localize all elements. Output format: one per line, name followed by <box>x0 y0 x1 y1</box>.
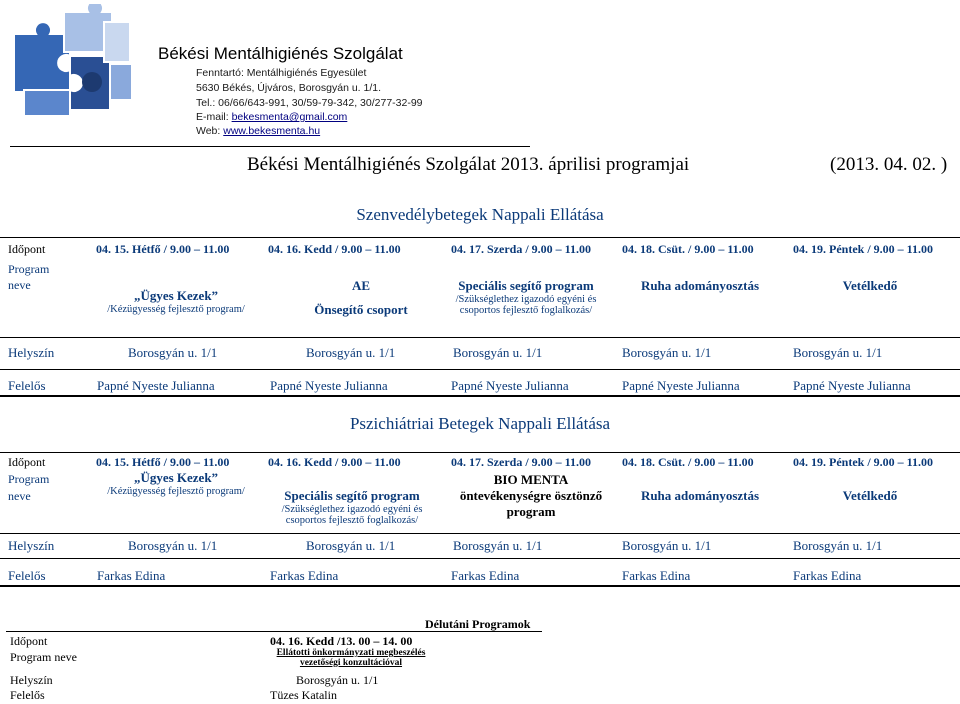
s2-program-2 <box>272 488 432 526</box>
s2-day-1: 04. 15. Hétfő / 9.00 – 11.00 <box>96 455 230 469</box>
s3-date: 04. 16. Kedd /13. 00 – 14. 00 <box>270 634 413 648</box>
s2-day-5: 04. 19. Péntek / 9.00 – 11.00 <box>793 455 933 469</box>
s1-program-3-sub1: /Szükséglethez igazodó egyéni és <box>455 294 597 305</box>
s1-label-idopont: Időpont <box>8 242 46 256</box>
s2-program-3-line3: program <box>506 504 556 519</box>
s2-label-helyszin: Helyszín <box>8 538 55 553</box>
s1-program-3-name: Speciális segítő program <box>458 278 594 293</box>
header-rule <box>10 146 530 147</box>
s2-label-program: Program <box>8 472 50 486</box>
s1-resp-1: Papné Nyeste Julianna <box>97 378 215 393</box>
section3-title: Délutáni Programok <box>425 617 531 631</box>
email-label: E-mail: <box>196 111 232 123</box>
s2-program-2-name: Speciális segítő program <box>284 488 420 503</box>
section3-rule-top <box>6 631 542 632</box>
s2-label-idopont: Időpont <box>8 455 46 469</box>
section2-rule-2 <box>0 533 960 534</box>
section2-rule-top <box>0 452 960 453</box>
s3-label-program-neve: Program neve <box>10 650 77 664</box>
org-name: Békési Mentálhigiénés Szolgálat <box>158 44 403 63</box>
s2-resp-5: Farkas Edina <box>793 568 862 583</box>
s1-program-5-name: Vetélkedő <box>842 278 898 293</box>
s3-label-felelos: Felelős <box>10 688 45 702</box>
s1-resp-4: Papné Nyeste Julianna <box>622 378 740 393</box>
section2-rule-bottom <box>0 585 960 587</box>
s1-program-3-sub2: csoportos fejlesztő foglalkozás/ <box>459 305 593 316</box>
s1-program-2 <box>286 278 436 318</box>
phone: Tel.: 06/66/643-991, 30/59-79-342, 30/277-32-99 <box>196 97 423 109</box>
s3-program <box>266 648 436 668</box>
s2-program-1-sub: /Kézügyesség fejlesztő program/ <box>107 486 245 497</box>
web-label: Web: <box>196 125 224 137</box>
s1-program-3 <box>446 278 606 316</box>
s3-label-idopont: Időpont <box>10 634 48 648</box>
s1-label-felelos: Felelős <box>8 378 46 393</box>
s1-day-1: 04. 15. Hétfő / 9.00 – 11.00 <box>96 242 230 256</box>
section1-rule-2 <box>0 337 960 338</box>
s1-program-2-name: AE <box>351 278 371 293</box>
s1-resp-5: Papné Nyeste Julianna <box>793 378 911 393</box>
s2-program-3-line2: öntevékenységre ösztönző <box>459 488 603 503</box>
s2-resp-1: Farkas Edina <box>97 568 166 583</box>
s3-location: Borosgyán u. 1/1 <box>296 673 379 687</box>
page-date: (2013. 04. 02. ) <box>830 154 948 175</box>
s3-responsible: Tüzes Katalin <box>270 688 337 702</box>
s2-label-felelos: Felelős <box>8 568 46 583</box>
s2-location-3: Borosgyán u. 1/1 <box>453 538 543 553</box>
s1-label-helyszin: Helyszín <box>8 345 55 360</box>
s1-location-4: Borosgyán u. 1/1 <box>622 345 712 360</box>
s2-resp-2: Farkas Edina <box>270 568 339 583</box>
s2-location-1: Borosgyán u. 1/1 <box>128 538 218 553</box>
s1-resp-3: Papné Nyeste Julianna <box>451 378 569 393</box>
s1-resp-2: Papné Nyeste Julianna <box>270 378 388 393</box>
email-line <box>196 111 347 123</box>
logo <box>4 4 144 122</box>
section1-rule-3 <box>0 369 960 370</box>
s2-program-2-sub2: csoportos fejlesztő foglalkozás/ <box>285 515 419 526</box>
s2-program-4-name: Ruha adományosztás <box>640 488 760 503</box>
s1-day-5: 04. 19. Péntek / 9.00 – 11.00 <box>793 242 933 256</box>
s2-day-4: 04. 18. Csüt. / 9.00 – 11.00 <box>622 455 754 469</box>
s2-location-5: Borosgyán u. 1/1 <box>793 538 883 553</box>
s1-label-program: Program <box>8 262 50 276</box>
s2-resp-4: Farkas Edina <box>622 568 691 583</box>
s1-program-4-name: Ruha adományosztás <box>640 278 760 293</box>
section1-title: Szenvedélybetegek Nappali Ellátása <box>356 205 604 224</box>
s2-day-3: 04. 17. Szerda / 9.00 – 11.00 <box>451 455 591 469</box>
s3-program-line1: Ellátotti önkormányzati megbeszélés <box>276 648 426 658</box>
s2-program-1-name: „Ügyes Kezek” <box>133 470 219 485</box>
web-link[interactable]: www.bekesmenta.hu <box>223 125 321 137</box>
s1-location-2: Borosgyán u. 1/1 <box>306 345 396 360</box>
s2-program-3 <box>446 472 616 520</box>
section1-rule-top <box>0 237 960 238</box>
s1-program-2-sub: Önsegítő csoport <box>314 302 408 317</box>
s2-label-neve: neve <box>8 489 31 503</box>
s1-location-1: Borosgyán u. 1/1 <box>128 345 218 360</box>
s2-program-3-line1: BIO MENTA <box>493 472 569 487</box>
s2-resp-3: Farkas Edina <box>451 568 520 583</box>
address: 5630 Békés, Újváros, Borosgyán u. 1/1. <box>196 82 382 94</box>
puzzle-logo-icon <box>4 4 144 122</box>
web-line <box>196 125 320 137</box>
maintainer: Fenntartó: Mentálhigiénés Egyesület <box>196 67 367 79</box>
s2-program-2-sub1: /Szükséglethez igazodó egyéni és <box>281 504 423 515</box>
s2-day-2: 04. 16. Kedd / 9.00 – 11.00 <box>268 455 401 469</box>
s1-program-1 <box>96 288 256 315</box>
s1-location-5: Borosgyán u. 1/1 <box>793 345 883 360</box>
email-link[interactable]: bekesmenta@gmail.com <box>231 111 348 123</box>
s2-program-1 <box>96 470 256 497</box>
s3-program-line2: vezetőségi konzultációval <box>299 658 403 668</box>
page-title: Békési Mentálhigiénés Szolgálat 2013. áprilisi programjai <box>247 154 690 175</box>
s2-location-4: Borosgyán u. 1/1 <box>622 538 712 553</box>
section2-title: Pszichiátriai Betegek Nappali Ellátása <box>349 414 611 433</box>
s1-label-neve: neve <box>8 278 31 292</box>
section1-rule-bottom <box>0 395 960 397</box>
s2-program-5-name: Vetélkedő <box>842 488 898 503</box>
s2-location-2: Borosgyán u. 1/1 <box>306 538 396 553</box>
s1-location-3: Borosgyán u. 1/1 <box>453 345 543 360</box>
s1-day-4: 04. 18. Csüt. / 9.00 – 11.00 <box>622 242 754 256</box>
section2-rule-3 <box>0 558 960 559</box>
s1-day-3: 04. 17. Szerda / 9.00 – 11.00 <box>451 242 591 256</box>
s1-program-1-name: „Ügyes Kezek” <box>133 288 219 303</box>
s1-program-1-sub: /Kézügyesség fejlesztő program/ <box>107 304 245 315</box>
s1-day-2: 04. 16. Kedd / 9.00 – 11.00 <box>268 242 401 256</box>
s3-label-helyszin: Helyszín <box>10 673 53 687</box>
